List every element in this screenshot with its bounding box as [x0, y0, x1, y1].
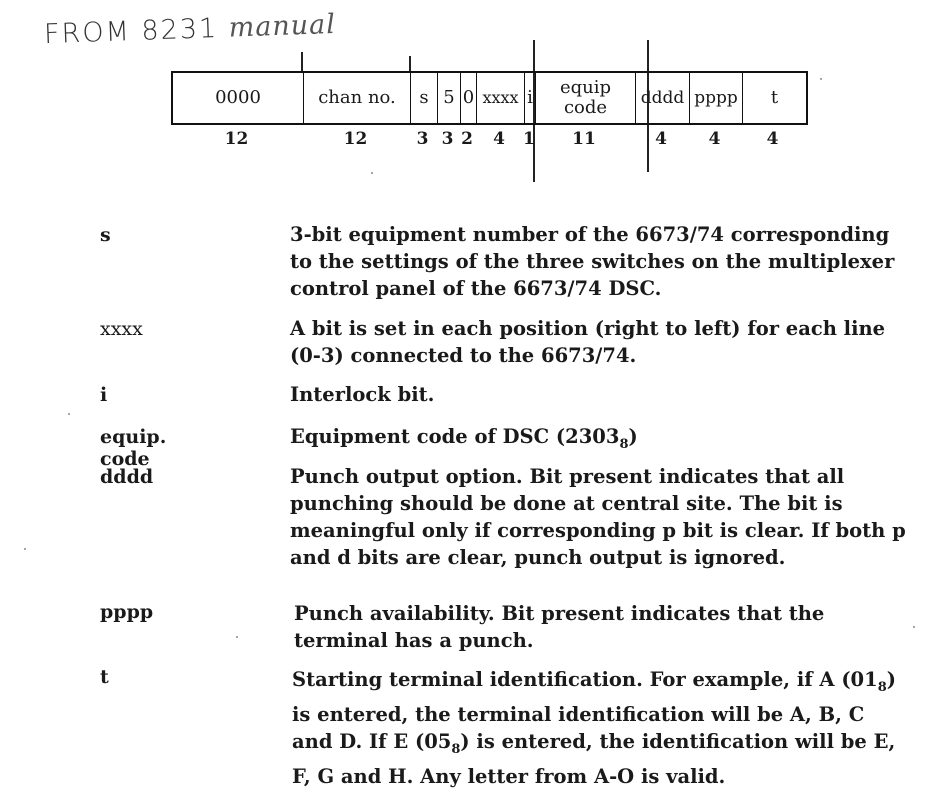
- pen-mark: [301, 52, 303, 72]
- desc-equip-code-text: Equipment code of DSC (2303: [290, 425, 620, 448]
- desc-equip-code-sub: 8: [619, 436, 629, 452]
- note-print: FROM 8231: [43, 13, 219, 51]
- bits-i: 1: [523, 129, 535, 149]
- field-s: s: [411, 73, 438, 123]
- field-pppp: pppp: [690, 73, 743, 123]
- bits-5: 3: [441, 129, 454, 149]
- desc-s: 3-bit equipment number of the 6673/74 corresponding to the settings of the three switches on the multiplexer control panel of the 6673/74 DSC.: [290, 223, 895, 300]
- bit-widths-row: [171, 129, 808, 149]
- desc-equip-code: [290, 423, 910, 458]
- term-t: t: [100, 666, 109, 688]
- bits-chan-no: 12: [343, 129, 368, 149]
- bits-equip-code: 11: [572, 129, 596, 149]
- term-i: i: [100, 384, 108, 406]
- desc-t-part2: ) is entered, the terminal identification will be A, B, C and D. If E (05: [292, 668, 896, 753]
- scan-speck: [371, 172, 373, 174]
- field-chan-no: chan no.: [304, 73, 411, 123]
- scan-speck: [820, 78, 822, 80]
- desc-xxxx: A bit is set in each position (right to left) for each line (0-3) connected to the 6673/74.: [290, 317, 886, 367]
- scan-speck: [236, 636, 238, 638]
- field-0000: 0000: [173, 73, 304, 123]
- handwritten-note: [44, 9, 337, 50]
- field-5: 5: [438, 73, 461, 123]
- pen-mark: [409, 56, 411, 72]
- desc-t-sub2: 8: [451, 741, 461, 757]
- desc-t-part1: Starting terminal identification. For example, if A (01: [292, 668, 878, 691]
- bits-pppp: 4: [708, 129, 721, 149]
- field-xxxx: xxxx: [477, 73, 525, 123]
- bits-s: 3: [416, 129, 429, 149]
- field-equip-code: equip code: [536, 73, 636, 123]
- field-i: i: [525, 73, 536, 123]
- desc-dddd: Punch output option. Bit present indicates that all punching should be done at central site. The bit is meaningful only if corresponding p bit is clear. If both p and d bits are clear, punch output is ignored.: [290, 465, 906, 569]
- term-xxxx: xxxx: [100, 318, 143, 340]
- desc-t-part3: ) is entered, the identification will be E, F, G and H. Any letter from A-O is valid.: [292, 729, 896, 788]
- bits-t: 4: [766, 129, 779, 149]
- desc-pppp: Punch availability. Bit present indicates that the terminal has a punch.: [294, 602, 825, 652]
- field-t: t: [770, 87, 779, 108]
- scan-speck: [68, 413, 70, 415]
- word-format-diagram: [171, 71, 808, 125]
- field-dddd: dddd: [636, 73, 690, 123]
- term-s: s: [100, 224, 111, 246]
- desc-i: Interlock bit.: [290, 383, 435, 406]
- desc-equip-code-close: ): [628, 425, 638, 448]
- bits-xxxx: 4: [493, 129, 505, 149]
- term-dddd: dddd: [100, 466, 154, 488]
- note-script: manual: [228, 8, 337, 44]
- term-equip-code: equip. code: [100, 426, 167, 470]
- scan-speck: [913, 626, 915, 628]
- field-0: 0: [461, 73, 477, 123]
- scan-speck: [24, 548, 26, 550]
- bits-dddd: 4: [655, 129, 667, 149]
- bits-0000: 12: [224, 129, 249, 149]
- term-pppp: pppp: [100, 601, 154, 623]
- bits-0: 2: [461, 129, 473, 149]
- desc-t-sub1: 8: [877, 679, 887, 695]
- desc-t: [292, 666, 904, 790]
